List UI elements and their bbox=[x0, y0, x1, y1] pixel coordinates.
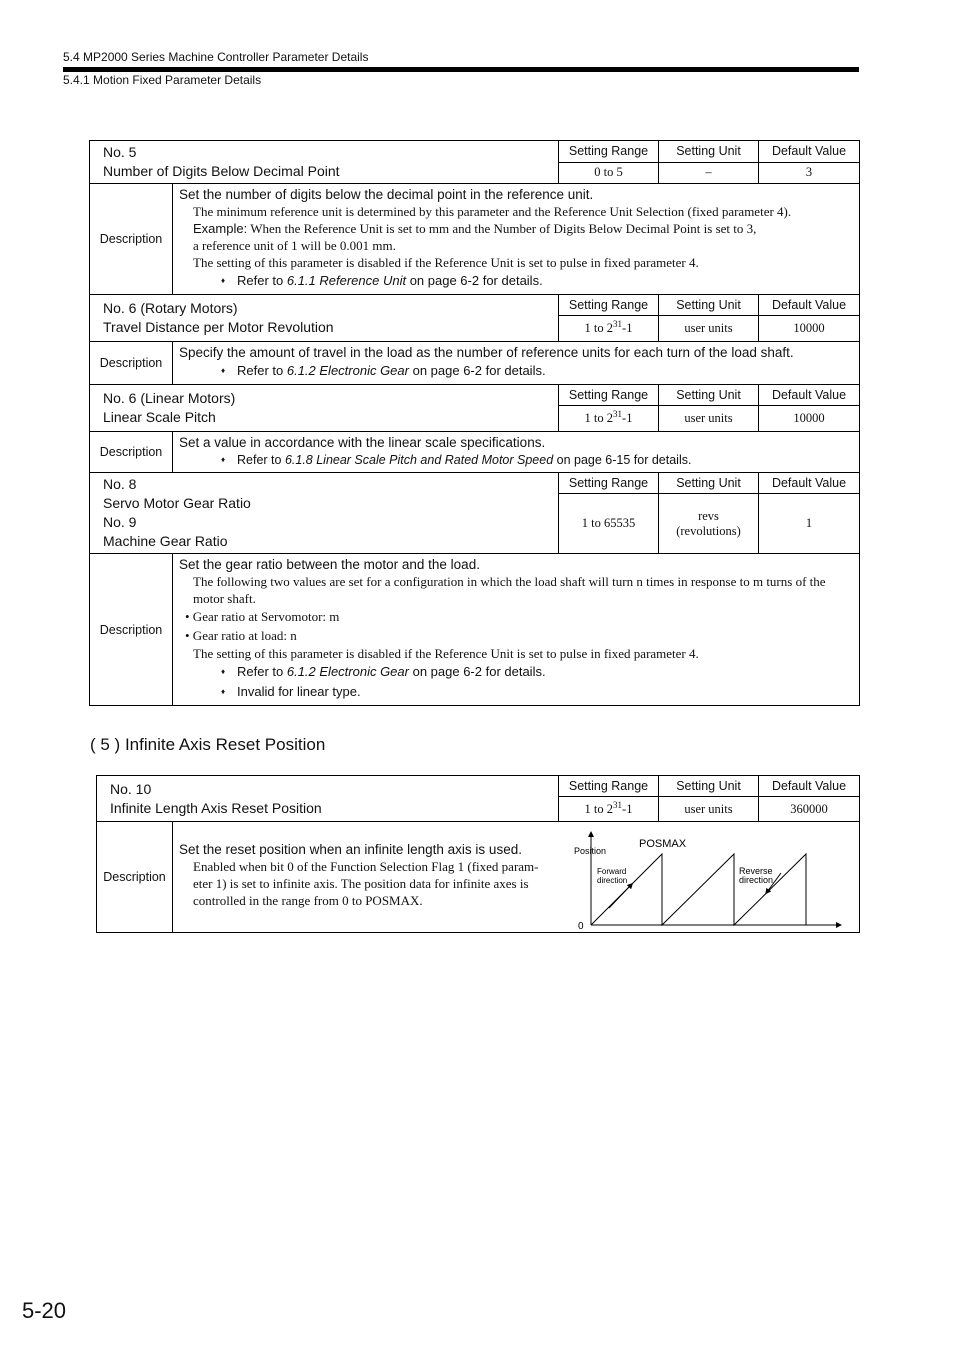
param-10-desc-p1: Enabled when bit 0 of the Function Selection Flag 1 (fixed param-eter 1) is set to infinite axis. The position data for infinite axes is controlled in the range from 0 to POSMAX. bbox=[193, 859, 539, 908]
sawtooth-waveform bbox=[591, 854, 806, 925]
param-8-bullet-load: • Gear ratio at load: n bbox=[185, 628, 297, 643]
running-header-section: 5.4 MP2000 Series Machine Controller Parameter Details bbox=[63, 50, 369, 64]
param-9-name: Machine Gear Ratio bbox=[103, 533, 228, 549]
param-8-name: Servo Motor Gear Ratio bbox=[103, 495, 251, 511]
reference-link[interactable]: 6.1.2 Electronic Gear bbox=[286, 664, 409, 679]
param-8-desc-main: Set the gear ratio between the motor and the load. bbox=[179, 557, 480, 572]
param-6-rotary-description bbox=[173, 342, 860, 385]
param-8-range: 1 to 65535 bbox=[559, 494, 659, 554]
reference-link[interactable]: 6.1.2 Electronic Gear bbox=[286, 363, 409, 378]
header-setting-unit: Setting Unit bbox=[659, 141, 759, 163]
header-default-value: Default Value bbox=[759, 473, 860, 494]
param-10-name-cell bbox=[97, 776, 559, 822]
param-5-name: Number of Digits Below Decimal Point bbox=[103, 163, 340, 179]
param-5-description-label: Description bbox=[90, 184, 173, 295]
posmax-label: POSMAX bbox=[639, 838, 687, 850]
param-10-name: Infinite Length Axis Reset Position bbox=[110, 799, 322, 816]
running-header-subsection: 5.4.1 Motion Fixed Parameter Details bbox=[63, 73, 262, 87]
param-8-unit: revs (revolutions) bbox=[659, 494, 759, 554]
param-5-desc-p1: The minimum reference unit is determined by this parameter and the Reference Unit Selection (fixed parameter 4). bbox=[193, 204, 792, 219]
reference-link[interactable]: 6.1.1 Reference Unit bbox=[286, 273, 407, 288]
param-10-desc-main: Set the reset position when an infinite length axis is used. bbox=[179, 842, 522, 857]
param-8-description bbox=[173, 554, 860, 706]
param-6-rotary-description-label: Description bbox=[90, 342, 173, 385]
param-8-description-label: Description bbox=[90, 554, 173, 706]
param-6-rotary-reference: ♦ Refer to 6.1.2 Electronic Gear on page 6-2 for details. bbox=[179, 361, 853, 381]
param-8-desc-p1: The following two values are set for a configuration in which the load shaft will turn n times in response to m turns of the motor shaft. bbox=[193, 574, 826, 606]
param-8-linear-note: ♦ Invalid for linear type. bbox=[179, 682, 853, 702]
posmax-sawtooth-diagram bbox=[571, 828, 843, 932]
param-8-9-name-cell bbox=[90, 473, 559, 554]
origin-label: 0 bbox=[578, 921, 584, 932]
header-default-value: Default Value bbox=[759, 295, 860, 316]
header-setting-unit: Setting Unit bbox=[659, 295, 759, 316]
param-6-rotary-range: 1 to $2^{31}-1$ bbox=[559, 316, 659, 342]
param-5-name-cell bbox=[90, 141, 559, 184]
forward-label-line1: Forward bbox=[597, 867, 627, 876]
param-6-linear-name: Linear Scale Pitch bbox=[103, 409, 216, 425]
param-6-linear-range: 1 to $2^{31}-1$ bbox=[559, 406, 659, 432]
header-default-value: Default Value bbox=[759, 141, 860, 163]
header-setting-unit: Setting Unit bbox=[659, 385, 759, 406]
param-6-linear-default: 10000 bbox=[759, 406, 860, 432]
forward-label-line2: direction bbox=[597, 876, 628, 885]
param-5-range: 0 to 5 bbox=[559, 162, 659, 184]
param-8-reference: ♦ Refer to 6.1.2 Electronic Gear on page 6-2 for details. bbox=[179, 662, 853, 682]
param-6-linear-number: No. 6 (Linear Motors) bbox=[103, 390, 236, 406]
position-axis-label: Position bbox=[574, 846, 607, 856]
param-6-linear-unit: user units bbox=[659, 406, 759, 432]
header-default-value: Default Value bbox=[759, 385, 860, 406]
reverse-label-line2: direction bbox=[739, 875, 774, 885]
param-6-rotary-unit: user units bbox=[659, 316, 759, 342]
header-setting-unit: Setting Unit bbox=[659, 473, 759, 494]
param-8-bullet-servomotor: • Gear ratio at Servomotor: m bbox=[185, 609, 340, 624]
param-10-default: 360000 bbox=[759, 797, 860, 822]
param-5-unit: – bbox=[659, 162, 759, 184]
param-6-rotary-desc-main: Specify the amount of travel in the load as the number of reference units for each turn of the load shaft. bbox=[179, 345, 794, 360]
param-6-linear-description-label: Description bbox=[90, 432, 173, 473]
example-label: Example: bbox=[193, 221, 248, 236]
param-10-description bbox=[173, 822, 860, 933]
param-5-reference: ♦ Refer to 6.1.1 Reference Unit on page 6-2 for details. bbox=[179, 271, 853, 291]
section-heading-infinite-axis: ( 5 ) Infinite Axis Reset Position bbox=[90, 735, 326, 754]
fixed-parameter-table bbox=[89, 140, 860, 706]
header-setting-unit: Setting Unit bbox=[659, 776, 759, 797]
param-10-description-label: Description bbox=[97, 822, 173, 933]
param-6-linear-reference: ♦ Refer to 6.1.8 Linear Scale Pitch and Rated Motor Speed on page 6-15 for details. bbox=[179, 451, 853, 469]
param-6-linear-name-cell bbox=[90, 385, 559, 432]
param-9-number: No. 9 bbox=[103, 514, 137, 530]
param-6-linear-desc-main: Set a value in accordance with the linear scale specifications. bbox=[179, 435, 546, 450]
param-10-unit: user units bbox=[659, 797, 759, 822]
param-6-rotary-default: 10000 bbox=[759, 316, 860, 342]
infinite-axis-parameter-table bbox=[96, 775, 860, 933]
reverse-label-line1: Reverse bbox=[739, 866, 773, 876]
param-5-desc-main: Set the number of digits below the decimal point in the reference unit. bbox=[179, 187, 594, 202]
param-5-number: No. 5 bbox=[103, 144, 137, 160]
param-5-default: 3 bbox=[759, 162, 860, 184]
header-default-value: Default Value bbox=[759, 776, 860, 797]
param-5-desc-example-cont: a reference unit of 1 will be 0.001 mm. bbox=[193, 238, 396, 253]
param-6-linear-description bbox=[173, 432, 860, 473]
param-10-range: 1 to $2^{31}-1$ bbox=[559, 797, 659, 822]
header-setting-range: Setting Range bbox=[559, 141, 659, 163]
param-6-rotary-number: No. 6 (Rotary Motors) bbox=[103, 300, 238, 316]
param-6-rotary-name-cell bbox=[90, 295, 559, 342]
param-5-desc-example: Example: When the Reference Unit is set to mm and the Number of Digits Below Decimal Point is set to 3, bbox=[193, 221, 757, 236]
param-8-number: No. 8 bbox=[103, 476, 137, 492]
param-8-default: 1 bbox=[759, 494, 860, 554]
param-10-number: No. 10 bbox=[110, 780, 152, 797]
header-rule bbox=[63, 67, 859, 72]
header-setting-range: Setting Range bbox=[559, 295, 659, 316]
param-5-desc-p2: The setting of this parameter is disabled if the Reference Unit is set to pulse in fixed parameter 4. bbox=[193, 255, 699, 270]
param-6-rotary-name: Travel Distance per Motor Revolution bbox=[103, 319, 334, 335]
header-setting-range: Setting Range bbox=[559, 473, 659, 494]
forward-direction-arrow bbox=[609, 885, 631, 908]
header-setting-range: Setting Range bbox=[559, 385, 659, 406]
param-5-description bbox=[173, 184, 860, 295]
param-8-desc-p2: The setting of this parameter is disabled if the Reference Unit is set to pulse in fixed parameter 4. bbox=[193, 646, 699, 661]
page-number: 5-20 bbox=[22, 1298, 67, 1323]
header-setting-range: Setting Range bbox=[559, 776, 659, 797]
reference-link[interactable]: 6.1.8 Linear Scale Pitch and Rated Motor Speed bbox=[284, 453, 554, 467]
